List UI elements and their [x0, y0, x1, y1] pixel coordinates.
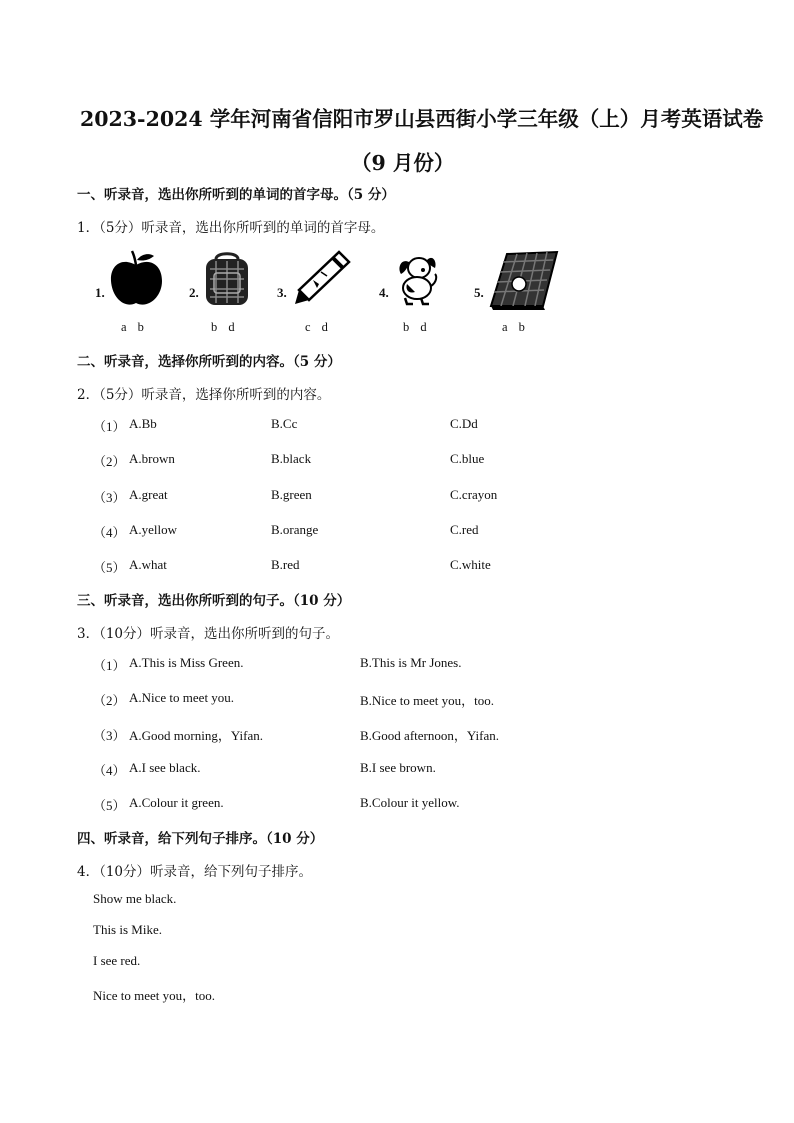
option-a: A.I see black. — [129, 760, 201, 775]
question-2: 2．（5分）听录音，选择你所听到的内容。 — [77, 387, 331, 403]
option-b: B.Cc — [271, 416, 298, 431]
sentence-item: Show me black. — [93, 891, 177, 906]
option-number: （5） — [93, 798, 126, 813]
option-a: A.This is Miss Green. — [129, 655, 244, 670]
option-c: C.Dd — [450, 416, 478, 431]
section-1-heading: 一、听录音，选出你所听到的单词的首字母。（5 分） — [77, 187, 395, 203]
option-a: A.Bb — [129, 416, 157, 431]
question-1: 1．（5分）听录音，选出你所听到的单词的首字母。 — [77, 220, 385, 236]
option-number: （2） — [93, 693, 126, 708]
book-icon — [487, 250, 559, 310]
option-b: B.orange — [271, 522, 319, 537]
option-b: B.green — [271, 487, 312, 502]
option-c: C.blue — [450, 451, 485, 466]
option-number: （1） — [93, 658, 126, 673]
option-number: （3） — [93, 490, 126, 505]
option-b: B.This is Mr Jones. — [360, 655, 462, 670]
sentence-item: This is Mike. — [93, 922, 162, 937]
picture-4-choices: b d — [403, 320, 427, 334]
picture-2-choices: b d — [211, 320, 235, 334]
option-b: B.Good afternoon，Yifan. — [360, 728, 500, 743]
option-a: A.great — [129, 487, 168, 502]
option-number: （4） — [93, 525, 126, 540]
picture-3-choices: c d — [305, 320, 328, 334]
backpack-icon — [202, 251, 252, 307]
question-4: 4．（10分）听录音，给下列句子排序。 — [77, 864, 313, 880]
option-b: B.Nice to meet you，too. — [360, 693, 494, 708]
option-a: A.brown — [129, 451, 175, 466]
option-a: A.Colour it green. — [129, 795, 224, 810]
option-b: B.I see brown. — [360, 760, 436, 775]
page-title: 2023-2024 学年河南省信阳市罗山县西街小学三年级（上）月考英语试卷 — [80, 107, 764, 131]
option-b: B.red — [271, 557, 300, 572]
picture-5-choices: a b — [502, 320, 525, 334]
section-4-heading: 四、听录音，给下列句子排序。（10 分） — [77, 831, 324, 847]
apple-icon — [108, 251, 164, 309]
option-number: （1） — [93, 419, 126, 434]
picture-2-label: 2. — [189, 285, 199, 300]
sentence-item: I see red. — [93, 953, 141, 968]
picture-4-label: 4. — [379, 285, 389, 300]
option-b: B.Colour it yellow. — [360, 795, 460, 810]
page-subtitle: （9 月份） — [351, 151, 455, 175]
picture-5-label: 5. — [474, 285, 484, 300]
picture-1-label: 1. — [95, 285, 105, 300]
option-b: B.black — [271, 451, 312, 466]
option-a: A.Nice to meet you. — [129, 690, 235, 705]
dog-icon — [393, 254, 439, 306]
picture-1-choices: a b — [121, 320, 144, 334]
section-2-heading: 二、听录音，选择你所听到的内容。（5 分） — [77, 354, 341, 370]
section-3-heading: 三、听录音，选出你所听到的句子。（10 分） — [77, 593, 351, 609]
option-c: C.crayon — [450, 487, 498, 502]
option-number: （3） — [93, 728, 126, 743]
option-c: C.red — [450, 522, 479, 537]
option-a: A.what — [129, 557, 167, 572]
crayon-icon — [291, 250, 351, 306]
option-number: （2） — [93, 454, 126, 469]
question-3: 3．（10分）听录音，选出你所听到的句子。 — [77, 626, 340, 642]
picture-3-label: 3. — [277, 285, 287, 300]
option-number: （4） — [93, 763, 126, 778]
option-c: C.white — [450, 557, 491, 572]
option-a: A.Good morning，Yifan. — [129, 728, 263, 743]
option-a: A.yellow — [129, 522, 178, 537]
sentence-item: Nice to meet you，too. — [93, 988, 216, 1003]
option-number: （5） — [93, 560, 126, 575]
